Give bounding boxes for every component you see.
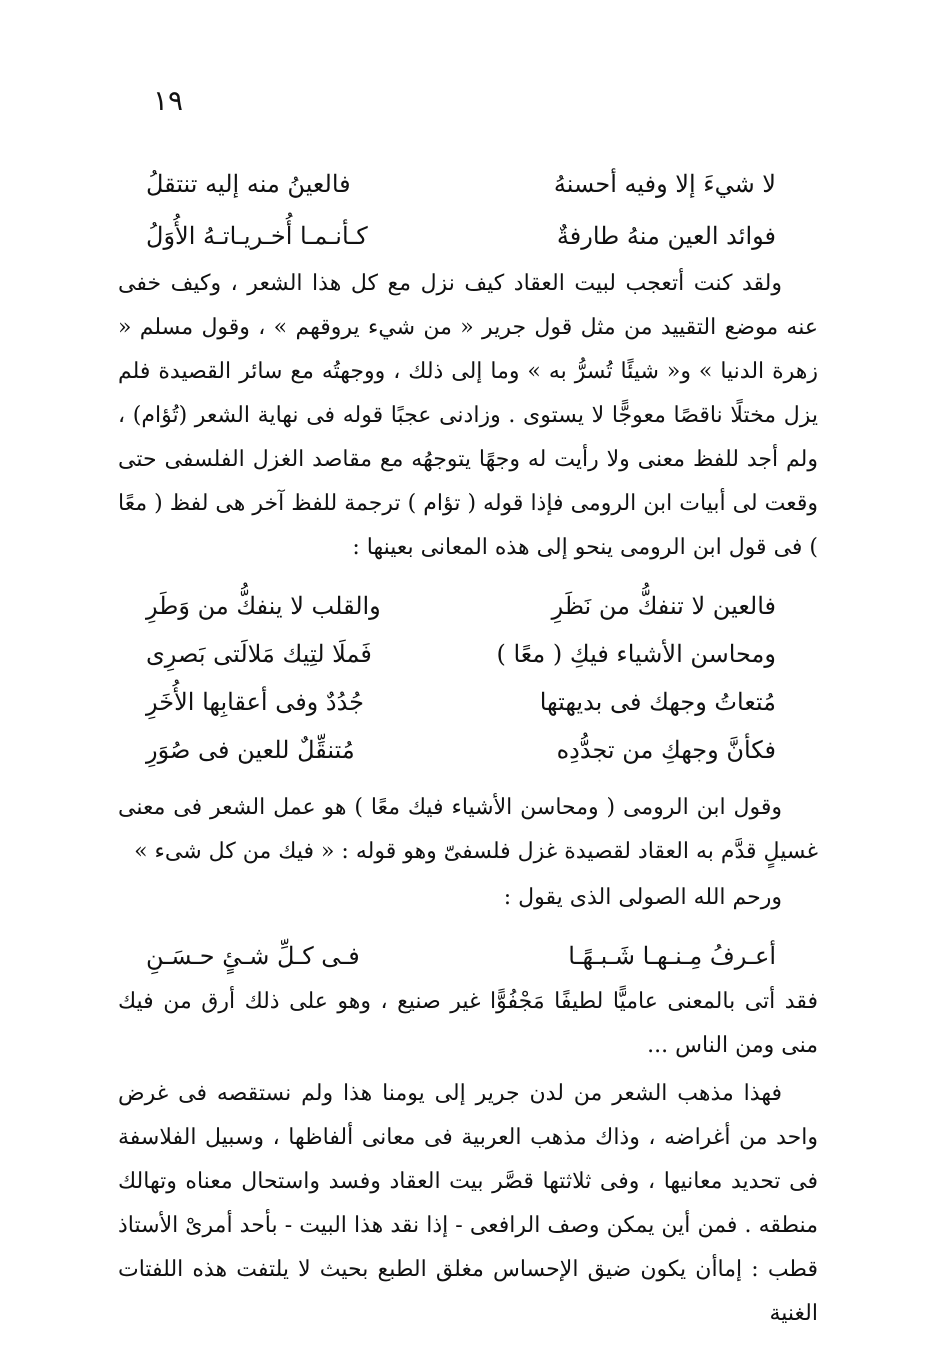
paragraph (118, 876, 818, 920)
verse-line (146, 728, 776, 772)
verse-first-hemistich: ومحاسن الأشياء فيكِ ( معًا ) (496, 640, 776, 668)
verse-second-hemistich: مُتنقِّلٌ للعين فى صُوَرِ (146, 736, 355, 764)
verse-line (146, 632, 776, 676)
verse-second-hemistich: فـى كـلِّ شـئٍ حـسَـنِ (146, 942, 360, 970)
paragraph-text: فقد أتى بالمعنى عاميًّا لطيفًا مَجْفُوًّا غير صنيع ، وهو على ذلك أرق من فيك منى ومن الناس ... (118, 989, 818, 1058)
verse-line (146, 584, 776, 628)
paragraph-text: ولقد كنت أتعجب لبيت العقاد كيف نزل مع كل هذا الشعر ، وكيف خفى عنه موضع التقييد من مثل قول جرير « من شيء يروقهم » ، وقول مسلم « زهرة الدنيا » و« شيئًا تُسرُّ به » وما إلى ذلك ، ووجهتُه مع سائر القصيدة فلم يزل مختلًا ناقصًا معوجًّا لا يستوى . وزادنى عجبًا قوله فى نهاية الشعر (تُؤام) ، ولم أجد للفظ معنى ولا رأيت له وجهًا يتوجهُه مع مقاصد الغزل الفلسفى حتى وقعت لى أبيات ابن الرومى فإذا قوله ( تؤام ) ترجمة للفظ آخر هى لفظ ( معًا ) فى قول ابن الرومى ينحو إلى هذه المعانى بعينها : (118, 271, 818, 560)
verse-second-hemistich: فَملَا لتِيك مَلالَتى بَصرِى (146, 640, 372, 668)
verse-first-hemistich: لا شيءَ إلا وفيه أحسنهُ (553, 170, 776, 198)
paragraph-text: فهذا مذهب الشعر من لدن جرير إلى يومنا هذا ولم نستقصه فى غرض واحد من أغراضه ، وذاك مذهب العربية فى معانى ألفاظها ، وسبيل الفلاسفة فى تحديد معانيها ، وفى ثلاثتها قصَّر بيت العقاد وفسد واستحال معناه وتهالك منطقه . فمن أين يمكن وصف الرافعى - إذا نقد هذا البيت - بأحد أمرىْ الأستاذ قطب : إماأن يكون ضيق الإحساس مغلق الطبع بحيث لا يلتفت هذه اللفتات الغنية (118, 1081, 818, 1326)
verse-second-hemistich: جُدُدٌ وفى أعقابِها الأُخَرِ (146, 688, 365, 716)
paragraph (118, 262, 818, 570)
paragraph (118, 980, 818, 1068)
verse-first-hemistich: فكأنَّ وجهكِ من تجدُّدِه (556, 736, 776, 764)
paragraph (118, 1072, 818, 1336)
paragraph-text: وقول ابن الرومى ( ومحاسن الأشياء فيك معًا ) هو عمل الشعر فى معنى غسيلٍ قدَّم به العقاد لقصيدة غزل فلسفىّ وهو قوله : « فيك من كل شىء » (118, 795, 818, 864)
paragraph-text: ورحم الله الصولى الذى يقول : (503, 885, 782, 910)
verse-line (146, 680, 776, 724)
verse-line (146, 214, 776, 258)
verse-second-hemistich: والقلب لا ينفكُّ من وَطَرِ (146, 592, 381, 620)
paragraph (118, 786, 818, 874)
verse-first-hemistich: أعـرفُ مِـنـهـا شَـبـهًـا (568, 942, 776, 970)
verse-second-hemistich: فالعينُ منه إليه تنتقلُ (146, 170, 351, 198)
page-number: ١٩ (152, 84, 184, 117)
verse-line (146, 934, 776, 978)
verse-first-hemistich: مُتعاتُ وجهك فى بديهتها (539, 688, 776, 716)
verse-first-hemistich: فالعين لا تنفكُّ من نَظَرِ (551, 592, 776, 620)
verse-line (146, 162, 776, 206)
verse-second-hemistich: كـأنـمـا أُخـريـاتـهُ الأُوَلُ (146, 222, 368, 250)
verse-first-hemistich: فوائد العين منهُ طارفةٌ (556, 222, 776, 250)
